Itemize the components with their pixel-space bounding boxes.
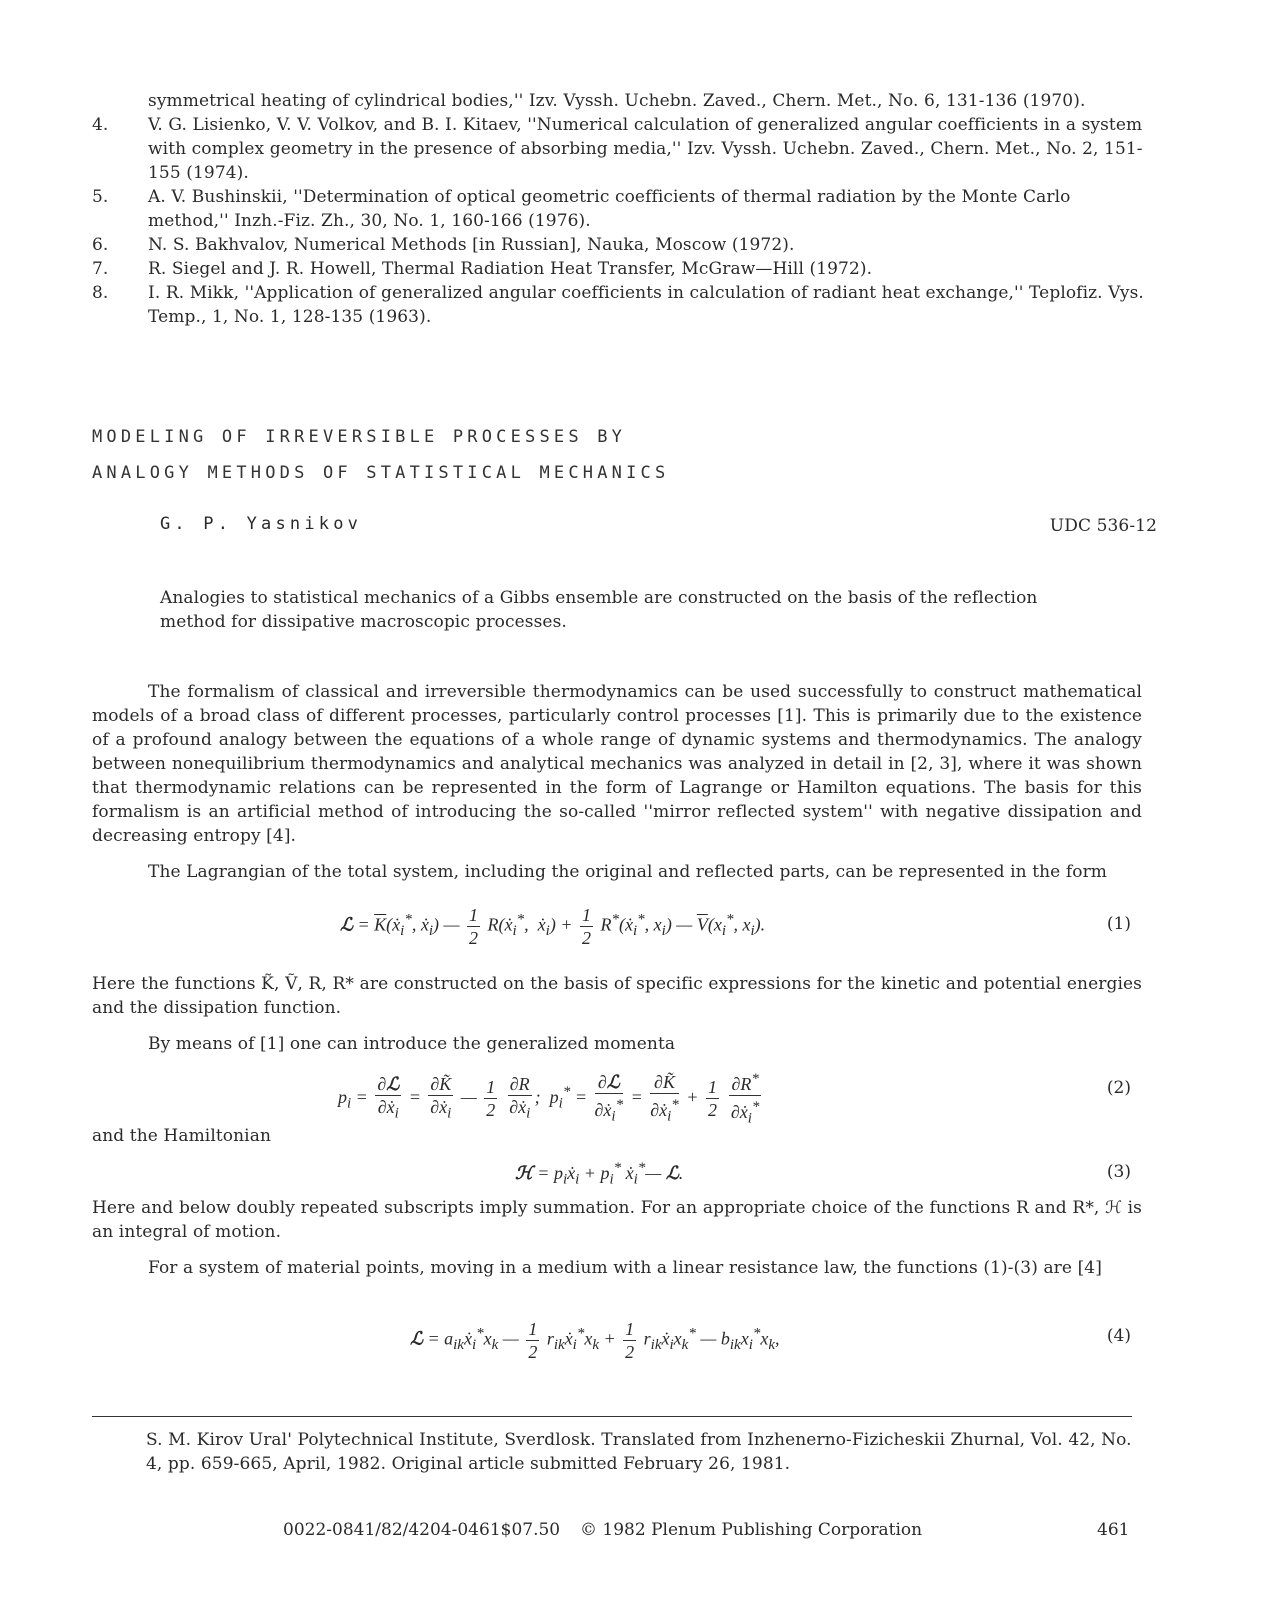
udc-code: UDC 536-12 <box>1049 516 1157 536</box>
reference-item: 6. N. S. Bakhvalov, Numerical Methods [in Russian], Nauka, Moscow (1972). <box>92 235 795 255</box>
body-paragraph-5: and the Hamiltonian <box>92 1126 272 1146</box>
article-title-line-1: MODELING OF IRREVERSIBLE PROCESSES BY <box>92 427 627 447</box>
equation-4: ℒ = $a_{ik}ẋ_i^*x_k$ — $\frac{1}{2}$ $r_{ik}ẋ_i^*x_k$ + $\frac{1}{2}$ $r_{ik}ẋ_ix_k^*$ — $b_{ik}x_i^*x_k$, <box>410 1319 780 1362</box>
body-paragraph-4: By means of [1] one can introduce the generalized momenta <box>148 1034 676 1054</box>
footer-copyright: © 1982 Plenum Publishing Corporation <box>580 1520 923 1540</box>
reference-item: 7. R. Siegel and J. R. Howell, Thermal Radiation Heat Transfer, McGraw—Hill (1972). <box>92 259 873 279</box>
equation-1: ℒ = $\overline{K}(ẋ_i^*$, ẋ$_i$) — $\frac{1}{2}$ R(ẋ$_i$*, ẋ$_i$) + $\frac{1}{2}$ R*(ẋ$_i$*, $x_i$) — $\overline{V}(x_i^*$, $x_i$). <box>340 905 766 948</box>
reference-item: 5. A. V. Bushinskii, ''Determination of optical geometric coefficients of thermal radiation by the Monte Carlo method,'' Inzh.-Fiz. Zh., 30, No. 1, 160-166 (1976). <box>92 187 1071 231</box>
page-number: 461 <box>1097 1520 1130 1540</box>
reference-item: 4. V. G. Lisienko, V. V. Volkov, and B. I. Kitaev, ''Numerical calculation of generalized angular coefficients in a system with complex geometry in the presence of absorbing media,'' Izv. Vyssh. Uchebn. Zaved., Chern. Met., No. 2, 151-155 (1974). <box>92 115 1143 183</box>
article-title-line-2: ANALOGY METHODS OF STATISTICAL MECHANICS <box>92 463 670 483</box>
body-paragraph-2: The Lagrangian of the total system, including the original and reflected parts, can be represented in the form <box>148 862 1108 882</box>
footer-code: 0022-0841/82/4204-0461$07.50 <box>283 1520 561 1540</box>
body-paragraph-7: For a system of material points, moving in a medium with a linear resistance law, the functions (1)-(3) are [4] <box>148 1258 1102 1278</box>
reference-item: symmetrical heating of cylindrical bodies,'' Izv. Vyssh. Uchebn. Zaved., Chern. Met., No. 6, 131-136 (1970). <box>148 91 1086 111</box>
equation-4-number: (4) <box>1106 1326 1131 1346</box>
body-paragraph-3: Here the functions K̃, Ṽ, R, R* are constructed on the basis of specific expressions for the kinetic and potential energies and the dissipation function. <box>92 974 1142 1018</box>
body-paragraph-6: Here and below doubly repeated subscripts imply summation. For an appropriate choice of the functions R and R*, ℋ is an integral of motion. <box>92 1198 1142 1242</box>
footnote: S. M. Kirov Ural' Polytechnical Institute, Sverdlosk. Translated from Inzhenerno-Fizicheskii Zhurnal, Vol. 42, No. 4, pp. 659-665, April, 1982. Original article submitted February 26, 1981. <box>146 1430 1132 1474</box>
equation-2-number: (2) <box>1106 1078 1131 1098</box>
equation-3-number: (3) <box>1106 1162 1131 1182</box>
abstract: Analogies to statistical mechanics of a Gibbs ensemble are constructed on the basis of the reflection method for dissipative macroscopic processes. <box>160 588 1038 632</box>
reference-list <box>92 89 1152 329</box>
article-author: G. P. Yasnikov <box>160 514 363 534</box>
body-paragraph-1: The formalism of classical and irreversible thermodynamics can be used successfully to construct mathematical models of a broad class of different processes, particularly control processes [1]. This is primarily due to the existence of a profound analogy between the equations of a whole range of dynamic systems and thermodynamics. The analogy between nonequilibrium thermodynamics and analytical mechanics was analyzed in detail in [2, 3], where it was shown that thermodynamic relations can be represented in the form of Lagrange or Hamilton equations. The basis for this formalism is an artificial method of introducing the so-called ''mirror reflected system'' with negative dissipation and decreasing entropy [4]. <box>92 682 1142 846</box>
equation-3: ℋ = $p_iẋ_i + p_i^*$ ẋ$_i$*— ℒ. <box>515 1160 684 1188</box>
equation-2: $p_i$ = $\frac{\text{∂ℒ}}{\partial ẋ_i}$ = $\frac{\partial K̃}{\partial ẋ_i}$ — $\frac{1}{2}$ $\frac{\partial R}{\partial ẋ_i}$ ; $p_i^*$ = $\frac{\text{∂ℒ}}{\partial ẋ_i^*}$ = $\frac{\partial K̃}{\partial ẋ_i^*}$ + $\frac{1}{2}$ $\frac{\partial R^*}{\partial ẋ_i^*}$ <box>338 1068 764 1130</box>
equation-1-number: (1) <box>1106 914 1131 934</box>
footnote-divider <box>92 1416 1132 1417</box>
reference-item: 8. I. R. Mikk, ''Application of generalized angular coefficients in calculation of radiant heat exchange,'' Teplofiz. Vys. Temp., 1, No. 1, 128-135 (1963). <box>92 283 1144 327</box>
